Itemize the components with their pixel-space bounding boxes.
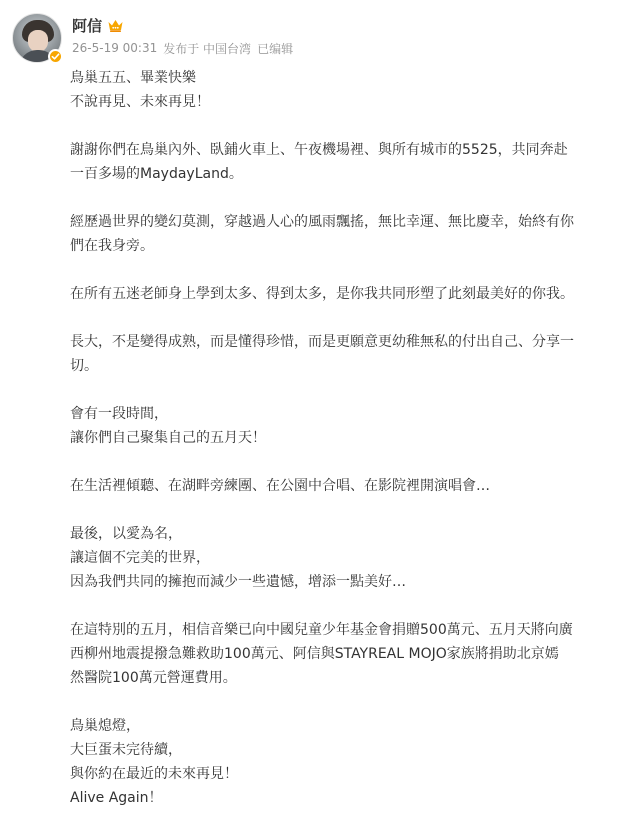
checkmark-icon	[51, 52, 60, 61]
blank-line	[70, 258, 610, 282]
post-time[interactable]: 26-5-19 00:31	[72, 41, 158, 55]
post-text-line: 大巨蛋未完待續，	[70, 742, 182, 758]
post-text-line: 長大，不是變得成熟，而是懂得珍惜，而是更願意更幼稚無私的付出自己、分享一	[70, 334, 574, 350]
post-text-line: 西柳州地震提撥急難救助100萬元、阿信與STAYREAL MOJO家族將捐助北京嫣	[70, 646, 559, 662]
blank-line	[70, 114, 610, 138]
name-row	[72, 14, 607, 36]
post-text-line: 因為我們共同的擁抱而減少一些遺憾，增添一點美好…	[70, 574, 406, 590]
post-text-line: 在這特別的五月，相信音樂已向中國兒童少年基金會捐贈500萬元、五月天將向廣	[70, 622, 573, 638]
post-text-line: 在所有五迷老師身上學到太多、得到太多，是你我共同形塑了此刻最美好的你我。	[70, 286, 574, 302]
post-location: 发布于 中国台湾	[163, 41, 252, 56]
username-link[interactable]: 阿信	[72, 16, 103, 35]
blank-line	[70, 378, 610, 402]
verified-badge-icon	[48, 49, 63, 64]
post-text-line: 會有一段時間，	[70, 406, 168, 422]
avatar-face	[28, 30, 48, 52]
edited-label[interactable]: 已编辑	[257, 41, 294, 56]
blank-line	[70, 690, 610, 714]
post-text-line: 讓你們自己聚集自己的五月天！	[70, 430, 266, 446]
post-text-line: 與你約在最近的未來再見！	[70, 766, 238, 782]
post-text-line: 不說再見、未來再見！	[70, 94, 210, 110]
post-text-line: 謝謝你們在鳥巢內外、臥鋪火車上、午夜機場裡、與所有城市的5525，共同奔赴	[70, 142, 568, 158]
avatar-container[interactable]	[12, 13, 62, 63]
post-text-line: 切。	[70, 358, 98, 374]
crown-icon[interactable]	[107, 18, 124, 33]
post-content	[70, 66, 610, 810]
post-text-line: 然醫院100萬元營運費用。	[70, 670, 237, 686]
post-text-line: 在生活裡傾聽、在湖畔旁練團、在公園中合唱、在影院裡開演唱會…	[70, 478, 490, 494]
post-text-line: 一百多場的MaydayLand。	[70, 166, 243, 182]
blank-line	[70, 498, 610, 522]
blank-line	[70, 450, 610, 474]
post-meta	[72, 39, 607, 57]
post-text-line: 讓這個不完美的世界，	[70, 550, 210, 566]
post-text-line: 們在我身旁。	[70, 238, 154, 254]
blank-line	[70, 306, 610, 330]
blank-line	[70, 594, 610, 618]
post-text-line: 最後，以愛為名，	[70, 526, 182, 542]
post-text-line: 鳥巢五五、畢業快樂	[70, 70, 196, 86]
post-text-line: Alive Again！	[70, 790, 163, 806]
post-header	[72, 14, 607, 57]
post-text-line: 經歷過世界的變幻莫測，穿越過人心的風雨飄搖，無比幸運、無比慶幸，始終有你	[70, 214, 574, 230]
post-text-line: 鳥巢熄燈，	[70, 718, 140, 734]
blank-line	[70, 186, 610, 210]
